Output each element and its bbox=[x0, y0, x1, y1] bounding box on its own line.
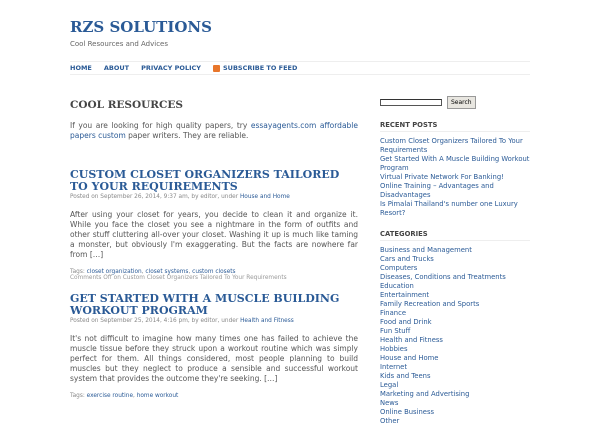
category-link[interactable]: House and Home bbox=[380, 354, 439, 362]
post-meta bbox=[70, 318, 358, 324]
site-title[interactable]: RZS SOLUTIONS bbox=[70, 18, 212, 36]
categories-title: CATEGORIES bbox=[380, 230, 530, 241]
recent-posts-title: RECENT POSTS bbox=[380, 121, 530, 132]
recent-posts-list bbox=[380, 137, 530, 218]
category-link[interactable]: Food and Drink bbox=[380, 318, 432, 326]
tag-link[interactable]: custom closets bbox=[192, 269, 236, 275]
category-link[interactable]: Hobbies bbox=[380, 345, 408, 353]
category-link[interactable]: Fun Stuff bbox=[380, 327, 411, 335]
post-category-link[interactable]: House and Home bbox=[239, 194, 290, 200]
category-link[interactable]: Family Recreation and Sports bbox=[380, 300, 480, 308]
post bbox=[70, 293, 358, 399]
tags-label: Tags: bbox=[70, 393, 87, 399]
intro-text: If you are looking for high quality papers, try bbox=[70, 121, 251, 130]
post-category-link[interactable]: Health and Fitness bbox=[240, 318, 294, 324]
main-nav bbox=[70, 61, 530, 75]
post-title-link[interactable]: GET STARTED WITH A MUSCLE BUILDING WORKOUT PROGRAM bbox=[70, 292, 340, 317]
tag-link[interactable]: exercise routine bbox=[86, 393, 134, 399]
recent-post-link[interactable]: Online Training – Advantages and Disadvantages bbox=[380, 182, 494, 199]
post-title-link[interactable]: CUSTOM CLOSET ORGANIZERS TAILORED TO YOUR REQUIREMENTS bbox=[70, 168, 340, 193]
nav-home[interactable]: HOME bbox=[70, 64, 92, 72]
sidebar bbox=[380, 96, 530, 426]
category-link[interactable]: Education bbox=[380, 282, 414, 290]
post-meta bbox=[70, 194, 358, 200]
rss-icon bbox=[213, 65, 220, 72]
nav-about[interactable]: ABOUT bbox=[103, 64, 130, 72]
category-link[interactable]: Health and Fitness bbox=[380, 336, 443, 344]
tags-label: Tags: bbox=[70, 269, 87, 275]
category-link[interactable]: Legal bbox=[380, 381, 399, 389]
nav-subscribe[interactable] bbox=[213, 64, 297, 72]
custom-link[interactable]: custom bbox=[98, 131, 126, 140]
category-link[interactable]: Cars and Trucks bbox=[380, 255, 434, 263]
tag-link[interactable]: closet organization bbox=[86, 269, 142, 275]
category-link[interactable]: Business and Management bbox=[380, 246, 472, 254]
intro-text-end: paper writers. They are reliable. bbox=[125, 131, 249, 140]
search-button[interactable]: Search bbox=[447, 96, 476, 109]
post-excerpt: After using your closet for years, you decide to clean it and organize it. While you face the closet you see a nightmare in the form of outfits and other stuff cluttering all-over your closet. Washing it up is much like taming a monster, but obviously I'm exaggerating. But the facts are nowhere far from […] bbox=[70, 210, 358, 259]
category-link[interactable]: Diseases, Conditions and Treatments bbox=[380, 273, 506, 281]
category-link[interactable]: Computers bbox=[380, 264, 418, 272]
post-meta-text: Posted on September 25, 2014, 4:16 pm, by editor, under bbox=[70, 318, 241, 324]
tag-link[interactable]: closet systems bbox=[145, 269, 189, 275]
nav-subscribe-label: SUBSCRIBE TO FEED bbox=[222, 64, 298, 72]
category-link[interactable]: Kids and Teens bbox=[380, 372, 431, 380]
page-title: COOL RESOURCES bbox=[70, 99, 183, 111]
post-excerpt: It's not difficult to imagine how many times one has failed to achieve the muscle tissue before they struck upon a workout routine which was simply perfect for them. All things considered, most people planning to build muscles but they neglect to produce a sensible and successful workout system that provides the outcome they're seeking. […] bbox=[70, 334, 358, 383]
post bbox=[70, 169, 358, 281]
recent-post-link[interactable]: Virtual Private Network For Banking! bbox=[380, 173, 504, 181]
category-link[interactable]: Finance bbox=[380, 309, 407, 317]
post-tags: Tags: closet organization, closet systems, custom closets bbox=[70, 269, 236, 275]
post-meta-text: Posted on September 26, 2014, 9:37 am, by editor, under bbox=[70, 194, 240, 200]
search-input[interactable] bbox=[380, 99, 442, 106]
search-form bbox=[380, 96, 530, 109]
category-link[interactable]: Online Business bbox=[380, 408, 435, 416]
category-link[interactable]: Other bbox=[380, 417, 400, 425]
category-link[interactable]: Marketing and Advertising bbox=[380, 390, 470, 398]
post-tags: Tags: exercise routine, home workout bbox=[70, 393, 179, 399]
site-tagline: Cool Resources and Advices bbox=[70, 40, 168, 48]
tag-link[interactable]: home workout bbox=[136, 393, 179, 399]
post-comments-status: Comments Off on Custom Closet Organizers Tailored To Your Requirements bbox=[70, 275, 287, 281]
main-content bbox=[70, 99, 358, 399]
categories-list bbox=[380, 246, 530, 426]
nav-privacy-policy[interactable]: PRIVACY POLICY bbox=[141, 64, 201, 72]
category-link[interactable]: Entertainment bbox=[380, 291, 430, 299]
category-link[interactable]: Internet bbox=[380, 363, 407, 371]
recent-post-link[interactable]: Get Started With A Muscle Building Workout Program bbox=[380, 155, 530, 172]
essayagents-link[interactable]: essayagents.com bbox=[250, 121, 317, 130]
page-intro bbox=[70, 121, 358, 141]
recent-post-link[interactable]: Is Pimalai Thailand's number one Luxury Resort? bbox=[380, 200, 518, 217]
recent-post-link[interactable]: Custom Closet Organizers Tailored To Your Requirements bbox=[380, 137, 523, 154]
category-link[interactable]: News bbox=[380, 399, 399, 407]
affordable-papers-link[interactable]: affordable papers bbox=[70, 121, 358, 140]
